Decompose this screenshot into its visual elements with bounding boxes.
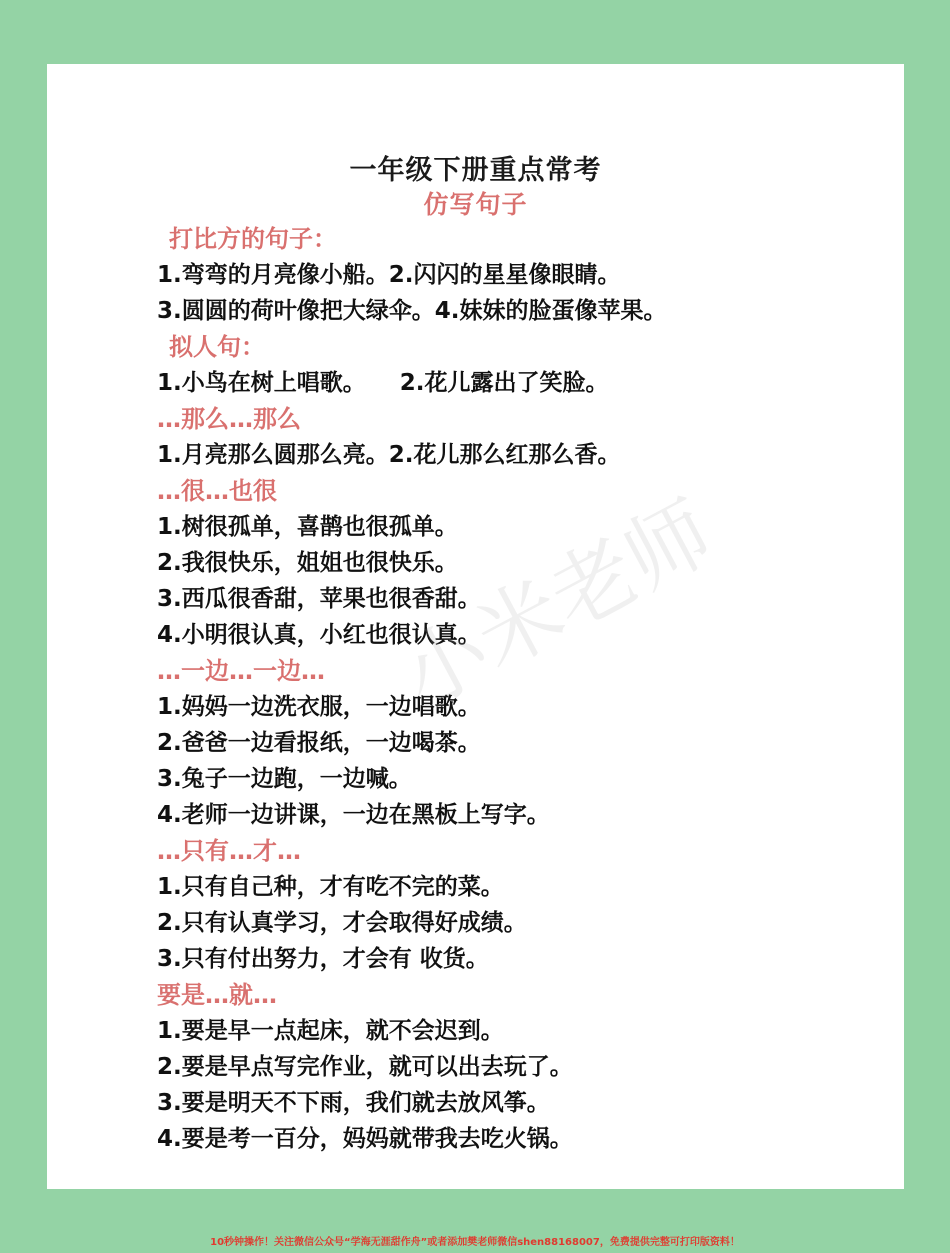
sentence-line: 2.我很快乐，姐姐也很快乐。 [157, 550, 458, 576]
sentence-line: 3.要是明天不下雨，我们就去放风筝。 [157, 1090, 550, 1116]
sentence-item: 2.花儿露出了笑脸。 [399, 370, 609, 396]
section-heading-hen-yehen: …很…也很 [157, 477, 277, 505]
sentence-line: 3.只有付出努力，才会有 收货。 [157, 946, 489, 972]
section-heading-zhiyou-cai: …只有…才… [157, 837, 301, 865]
section-heading-yaoshi-jiu: 要是…就… [157, 981, 277, 1009]
worksheet-page [47, 64, 904, 1189]
section-heading-yibian: …一边…一边… [157, 657, 325, 685]
sentence-line: 1.树很孤单，喜鹊也很孤单。 [157, 514, 458, 540]
sentence-line: 2.只有认真学习，才会取得好成绩。 [157, 910, 527, 936]
sentence-line: 1.要是早一点起床，就不会迟到。 [157, 1018, 504, 1044]
section-heading-namo: …那么…那么 [157, 405, 301, 433]
sentence-line: 3.西瓜很香甜，苹果也很香甜。 [157, 586, 481, 612]
section-heading-personification: 拟人句： [169, 333, 265, 361]
sentence-line [157, 365, 857, 401]
sentence-line: 1.月亮那么圆那么亮。2.花儿那么红那么香。 [157, 442, 621, 468]
sentence-item: 1.小鸟在树上唱歌。 [157, 370, 366, 396]
sentence-line: 4.小明很认真，小红也很认真。 [157, 622, 481, 648]
sentence-line: 3.兔子一边跑，一边喊。 [157, 766, 412, 792]
sentence-line: 4.老师一边讲课，一边在黑板上写字。 [157, 802, 550, 828]
sentence-line: 3.圆圆的荷叶像把大绿伞。4.妹妹的脸蛋像苹果。 [157, 298, 667, 324]
page-subtitle: 仿写句子 [423, 190, 528, 219]
section-heading-metaphor: 打比方的句子： [169, 225, 337, 253]
sentence-line: 2.爸爸一边看报纸，一边喝茶。 [157, 730, 481, 756]
sentence-line: 1.只有自己种，才有吃不完的菜。 [157, 874, 504, 900]
sentence-list [157, 221, 857, 1157]
page-title: 一年级下册重点常考 [349, 155, 602, 186]
sentence-line: 1.弯弯的月亮像小船。2.闪闪的星星像眼睛。 [157, 262, 621, 288]
sentence-line: 4.要是考一百分，妈妈就带我去吃火锅。 [157, 1126, 573, 1152]
sentence-line: 1.妈妈一边洗衣服，一边唱歌。 [157, 694, 481, 720]
footer-notice: 10秒钟操作！关注微信公众号“学海无涯甜作舟”或者添加樊老师微信shen88168007，免费提供完整可打印版资料！ [210, 1237, 740, 1248]
sentence-line: 2.要是早点写完作业，就可以出去玩了。 [157, 1054, 573, 1080]
watermark: 小米老师 [385, 482, 729, 727]
